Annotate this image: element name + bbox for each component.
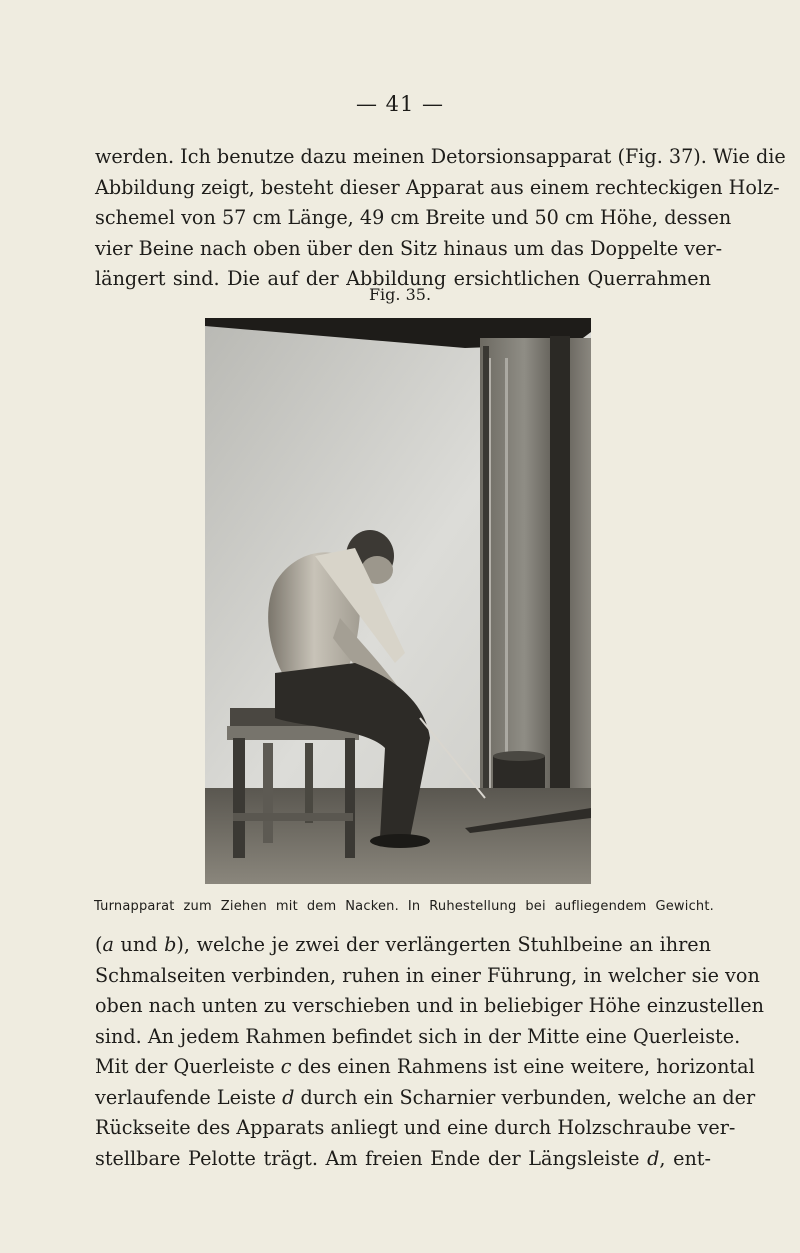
figure-caption: Turnapparat zum Ziehen mit dem Nacken. In Ruhestellung bei aufliegendem Gewicht. <box>94 899 714 914</box>
text-fragment: verlaufende Leiste <box>95 1085 283 1109</box>
text-line: Abbildung zeigt, besteht dieser Apparat aus einem rechteckigen Holz- <box>95 175 780 199</box>
text-line: werden. Ich benutze dazu meinen Detorsionsapparat (Fig. 37). Wie die <box>95 145 786 168</box>
text-line <box>95 930 711 961</box>
text-line: Schmalseiten verbinden, ruhen in einer Führung, in welcher sie von <box>95 963 760 987</box>
photograph-illustration <box>205 318 591 884</box>
ref-c: c <box>280 1055 292 1078</box>
text-fragment: durch ein Scharnier verbunden, welche an der <box>294 1085 756 1109</box>
text-fragment: Mit der Querleiste <box>95 1055 281 1078</box>
paren-open: ( <box>95 933 103 956</box>
text-line: sind. An jedem Rahmen befindet sich in der Mitte eine Querleiste. <box>95 1024 741 1048</box>
text-fragment: und <box>113 933 165 956</box>
text-fragment: , ent- <box>659 1146 711 1170</box>
text-line: oben nach unten zu verschieben und in beliebiger Höhe einzustellen <box>95 994 764 1017</box>
text-fragment: stellbare Pelotte trägt. Am freien Ende der Längsleiste <box>95 1146 648 1170</box>
ref-a: a <box>102 933 114 956</box>
text-line <box>95 1052 755 1083</box>
page-number: — 41 — <box>355 92 445 116</box>
paragraph-top <box>95 142 786 295</box>
text-fragment: ), welche je zwei der verlängerten Stuhlbeine an ihren <box>176 933 712 956</box>
text-fragment: des einen Rahmens ist eine weitere, horizontal <box>291 1055 755 1078</box>
text-line <box>95 1144 711 1175</box>
figure-label: Fig. 35. <box>368 285 432 304</box>
text-line: vier Beine nach oben über den Sitz hinaus um das Doppelte ver- <box>95 236 723 260</box>
paragraph-bottom <box>95 930 764 1174</box>
text-line: Rückseite des Apparats anliegt und eine durch Holzschraube ver- <box>95 1116 736 1139</box>
text-line: schemel von 57 cm Länge, 49 cm Breite und 50 cm Höhe, dessen <box>95 206 732 229</box>
figure-photograph <box>205 318 591 884</box>
ref-d: d <box>282 1085 295 1109</box>
text-line: längert sind. Die auf der Abbildung ersichtlichen Querrahmen <box>95 267 711 290</box>
text-line <box>95 1083 756 1114</box>
ref-d: d <box>647 1146 660 1170</box>
ref-b: b <box>164 933 177 956</box>
